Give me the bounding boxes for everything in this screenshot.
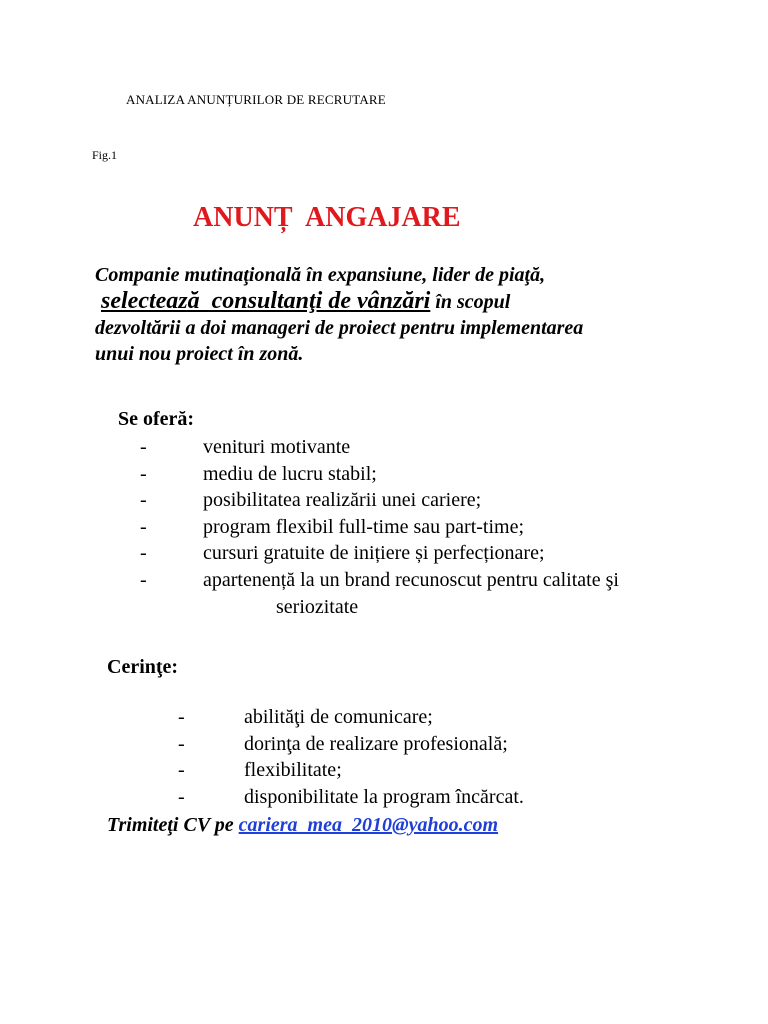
bullet-dash: - (140, 568, 147, 591)
offer-item-text: mediu de lucru stabil; (203, 462, 377, 485)
requirements-heading: Cerinţe: (107, 656, 179, 678)
bullet-dash: - (140, 489, 147, 511)
ad-intro (95, 262, 715, 367)
requirement-item-text: disponibilitate la program încărcat. (244, 785, 524, 808)
offer-item (140, 540, 720, 567)
offer-item (140, 567, 720, 594)
bullet-dash: - (178, 732, 185, 755)
bullet-dash: - (178, 706, 185, 728)
bullet-dash: - (140, 515, 147, 538)
contact-line (107, 814, 498, 837)
requirements-list (178, 704, 598, 810)
bullet-dash: - (140, 462, 147, 485)
intro-line-4: unui nou proiect în zonă. (95, 343, 304, 365)
intro-line-3: dezvoltării a doi manageri de proiect pentru implementarea (95, 317, 584, 339)
requirement-item-text: flexibilitate; (244, 759, 342, 781)
contact-prefix: Trimiteţi CV pe (107, 814, 239, 836)
requirement-item-text: abilităţi de comunicare; (244, 706, 433, 728)
intro-line-2 (95, 288, 715, 315)
offers-heading: Se oferă: (118, 408, 195, 430)
requirement-item (178, 757, 598, 784)
offer-item-continuation: seriozitate (276, 596, 359, 618)
offer-item-text: cursuri gratuite de inițiere și perfecționare; (203, 542, 545, 564)
offer-item (140, 487, 720, 514)
requirement-item (178, 731, 598, 758)
bullet-dash: - (178, 785, 185, 808)
email-link[interactable]: cariera_mea_2010@yahoo.com (238, 814, 499, 836)
offer-item-text: venituri motivante (203, 436, 351, 458)
offer-item-text: apartenență la un brand recunoscut pentru calitate şi (203, 568, 619, 591)
requirement-item (178, 784, 598, 811)
intro-line-1: Companie mutinaţională în expansiune, lider de piaţă, (95, 264, 546, 286)
bullet-dash: - (140, 542, 147, 564)
intro-highlight: selectează consultanţi de vânzări (101, 288, 431, 314)
offer-item (140, 434, 720, 461)
requirement-item (178, 704, 598, 731)
offer-item (140, 461, 720, 488)
offer-item-text: program flexibil full-time sau part-time; (203, 515, 525, 538)
document-title: ANALIZA ANUNȚURILOR DE RECRUTARE (126, 92, 386, 107)
offer-item-text: posibilitatea realizării unei cariere; (203, 489, 482, 511)
offers-list (140, 434, 720, 593)
requirement-item-text: dorinţa de realizare profesională; (244, 732, 508, 755)
offer-item (140, 514, 720, 541)
bullet-dash: - (178, 759, 185, 781)
ad-title: ANUNȚ ANGAJARE (193, 202, 461, 233)
bullet-dash: - (140, 436, 147, 458)
intro-line-2-rest: în scopul (430, 291, 511, 313)
figure-label: Fig.1 (92, 148, 118, 162)
